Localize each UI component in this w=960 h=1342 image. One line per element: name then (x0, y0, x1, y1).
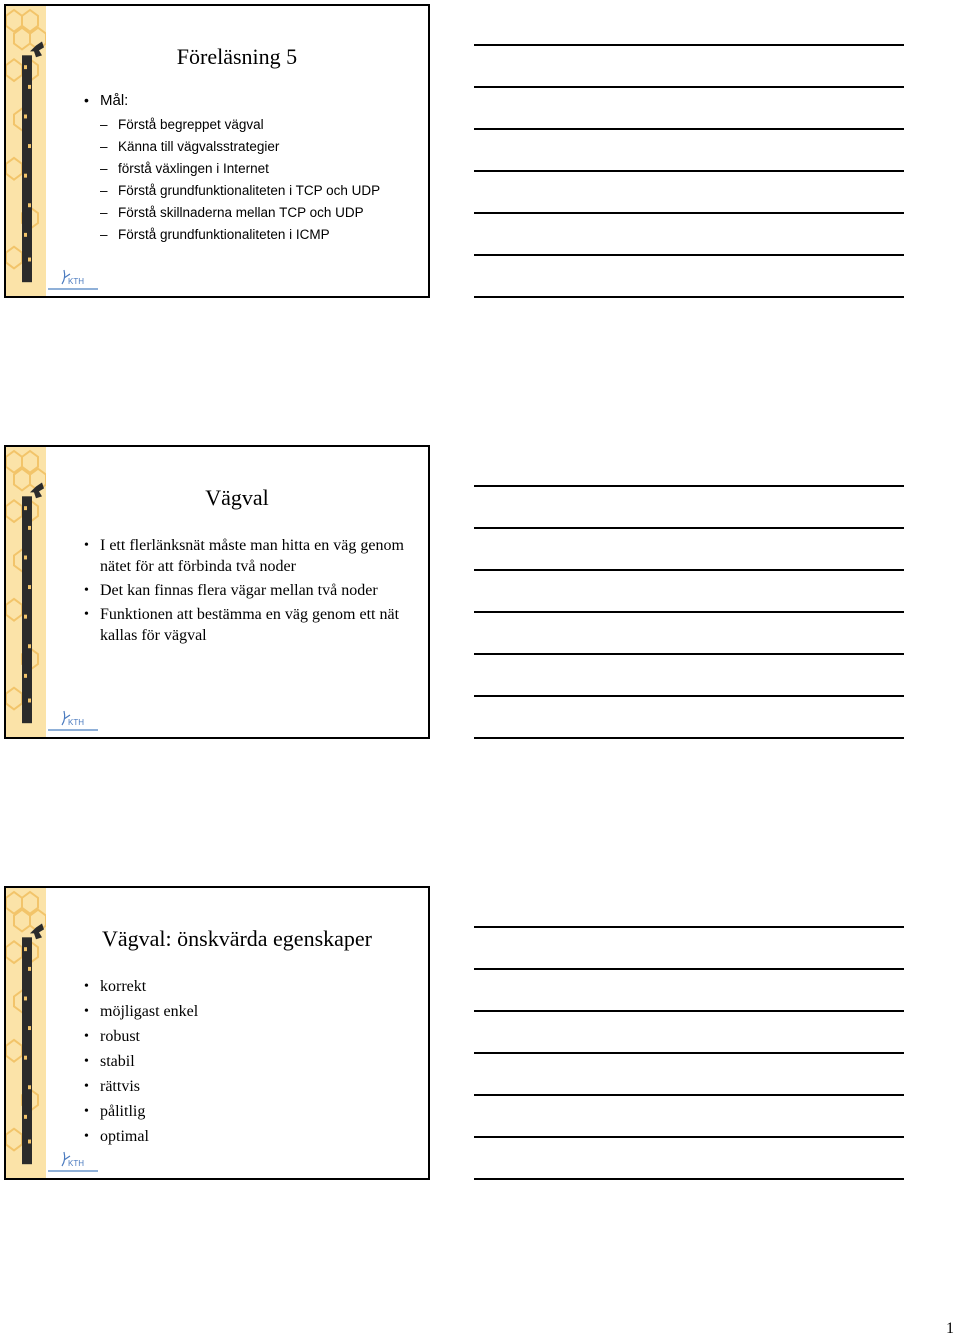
note-line (474, 695, 904, 697)
sub-item: – Förstå begreppet vägval (84, 114, 414, 136)
bullet-item: • robust (84, 1026, 414, 1047)
note-line (474, 653, 904, 655)
notes-lines (474, 485, 904, 779)
slide-1 (4, 4, 430, 298)
note-line (474, 1094, 904, 1096)
page-number: 1 (946, 1320, 954, 1337)
kth-logo-icon (44, 268, 102, 294)
note-line (474, 1052, 904, 1054)
kth-logo-icon (44, 709, 102, 735)
note-line (474, 128, 904, 130)
honeycomb-decoration-icon (6, 6, 46, 296)
slide-3 (4, 886, 430, 1180)
note-line (474, 212, 904, 214)
svg-text:KTH: KTH (68, 277, 84, 286)
note-line (474, 1010, 904, 1012)
honeycomb-decoration-icon (6, 888, 46, 1178)
kth-logo-icon (44, 1150, 102, 1176)
sub-item: – förstå växlingen i Internet (84, 158, 414, 180)
svg-text:KTH: KTH (68, 1159, 84, 1168)
sub-item: – Känna till vägvalsstrategier (84, 136, 414, 158)
note-line (474, 86, 904, 88)
bullet-item: • stabil (84, 1051, 414, 1072)
sub-item: – Förstå skillnaderna mellan TCP och UDP (84, 202, 414, 224)
svg-text:KTH: KTH (68, 718, 84, 727)
slide-body (84, 535, 414, 649)
note-line (474, 170, 904, 172)
sub-item: – Förstå grundfunktionaliteten i TCP och UDP (84, 180, 414, 202)
note-line (474, 1178, 904, 1180)
bullet-item: • optimal (84, 1126, 414, 1147)
note-line (474, 569, 904, 571)
note-line (474, 296, 904, 298)
slide-title: Vägval: önskvärda egenskaper (101, 926, 372, 951)
bullet-item: • korrekt (84, 976, 414, 997)
bullet-item: • Funktionen att bestämma en väg genom ett nät kallas för vägval (84, 604, 414, 646)
slide-2 (4, 445, 430, 739)
notes-lines (474, 44, 904, 338)
honeycomb-decoration-icon (6, 447, 46, 737)
slide-title: Vägval (205, 485, 269, 510)
bullet-item: • Mål: (84, 90, 414, 111)
note-line (474, 737, 904, 739)
bullet-item: • möjligast enkel (84, 1001, 414, 1022)
note-line (474, 485, 904, 487)
bullet-item: • rättvis (84, 1076, 414, 1097)
bullet-item: • I ett flerlänksnät måste man hitta en väg genom nätet för att förbinda två noder (84, 535, 414, 577)
slide-body (84, 976, 414, 1151)
bullet-item: • pålitlig (84, 1101, 414, 1122)
bullet-item: • Det kan finnas flera vägar mellan två noder (84, 580, 414, 601)
note-line (474, 527, 904, 529)
note-line (474, 926, 904, 928)
note-line (474, 44, 904, 46)
note-line (474, 1136, 904, 1138)
notes-lines (474, 926, 904, 1220)
sub-item: – Förstå grundfunktionaliteten i ICMP (84, 224, 414, 246)
note-line (474, 968, 904, 970)
note-line (474, 254, 904, 256)
slide-title: Föreläsning 5 (176, 44, 298, 69)
slide-body (84, 90, 414, 246)
note-line (474, 611, 904, 613)
